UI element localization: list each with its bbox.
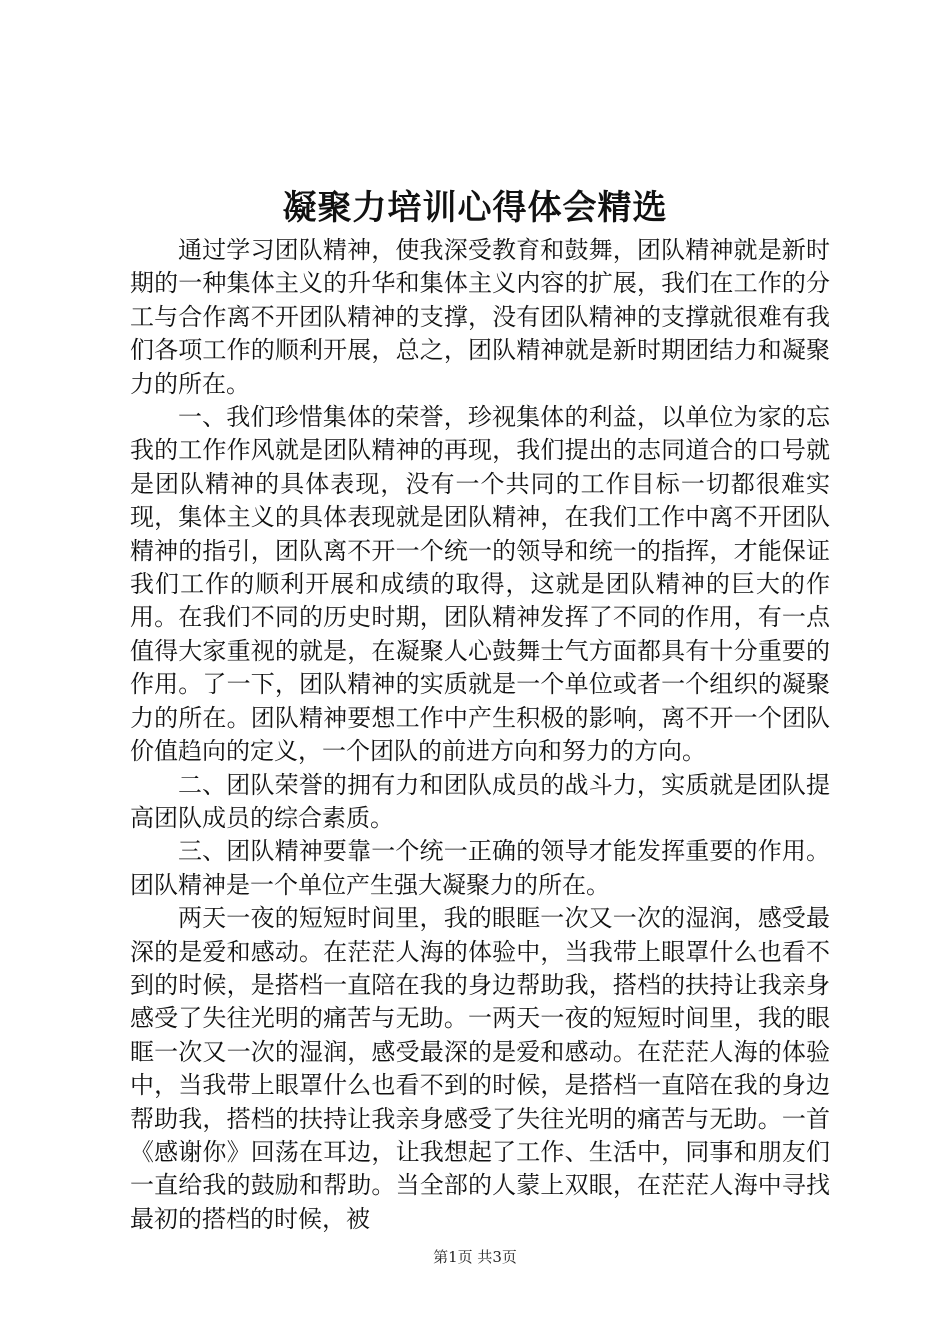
document-title: 凝聚力培训心得体会精选 [282, 188, 668, 228]
page-footer: 第1页 共3页 [433, 1248, 517, 1266]
document-body [130, 234, 830, 1236]
paragraph: 一、我们珍惜集体的荣誉，珍视集体的利益，以单位为家的忘我的工作作风就是团队精神的再现，我们提出的志同道合的口号就是团队精神的具体表现，没有一个共同的工作目标一切都很难实现，集体主义的具体表现就是团队精神，在我们工作中离不开团队精神的指引，团队离不开一个统一的领导和统一的指挥，才能保证我们工作的顺利开展和成绩的取得，这就是团队精神的巨大的作用。在我们不同的历史时期，团队精神发挥了不同的作用，有一点值得大家重视的就是，在凝聚人心鼓舞士气方面都具有十分重要的作用。了一下，团队精神的实质就是一个单位或者一个组织的凝聚力的所在。团队精神要想工作中产生积极的影响，离不开一个团队价值趋向的定义，一个团队的前进方向和努力的方向。 [130, 403, 830, 766]
paragraph: 通过学习团队精神，使我深受教育和鼓舞，团队精神就是新时期的一种集体主义的升华和集体主义内容的扩展，我们在工作的分工与合作离不开团队精神的支撑，没有团队精神的支撑就很难有我们各项工作的顺利开展，总之，团队精神就是新时期团结力和凝聚力的所在。 [130, 236, 830, 398]
paragraph: 两天一夜的短短时间里，我的眼眶一次又一次的湿润，感受最深的是爱和感动。在茫茫人海的体验中，当我带上眼罩什么也看不到的时候，是搭档一直陪在我的身边帮助我，搭档的扶持让我亲身感受了失往光明的痛苦与无助。一两天一夜的短短时间里，我的眼眶一次又一次的湿润，感受最深的是爱和感动。在茫茫人海的体验中，当我带上眼罩什么也看不到的时候，是搭档一直陪在我的身边帮助我，搭档的扶持让我亲身感受了失往光明的痛苦与无助。一首《感谢你》回荡在耳边，让我想起了工作、生活中，同事和朋友们一直给我的鼓励和帮助。当全部的人蒙上双眼，在茫茫人海中寻找最初的搭档的时候，被 [130, 904, 830, 1233]
paragraph: 二、团队荣誉的拥有力和团队成员的战斗力，实质就是团队提高团队成员的综合素质。 [130, 770, 830, 832]
paragraph: 三、团队精神要靠一个统一正确的领导才能发挥重要的作用。团队精神是一个单位产生强大凝聚力的所在。 [130, 837, 830, 899]
